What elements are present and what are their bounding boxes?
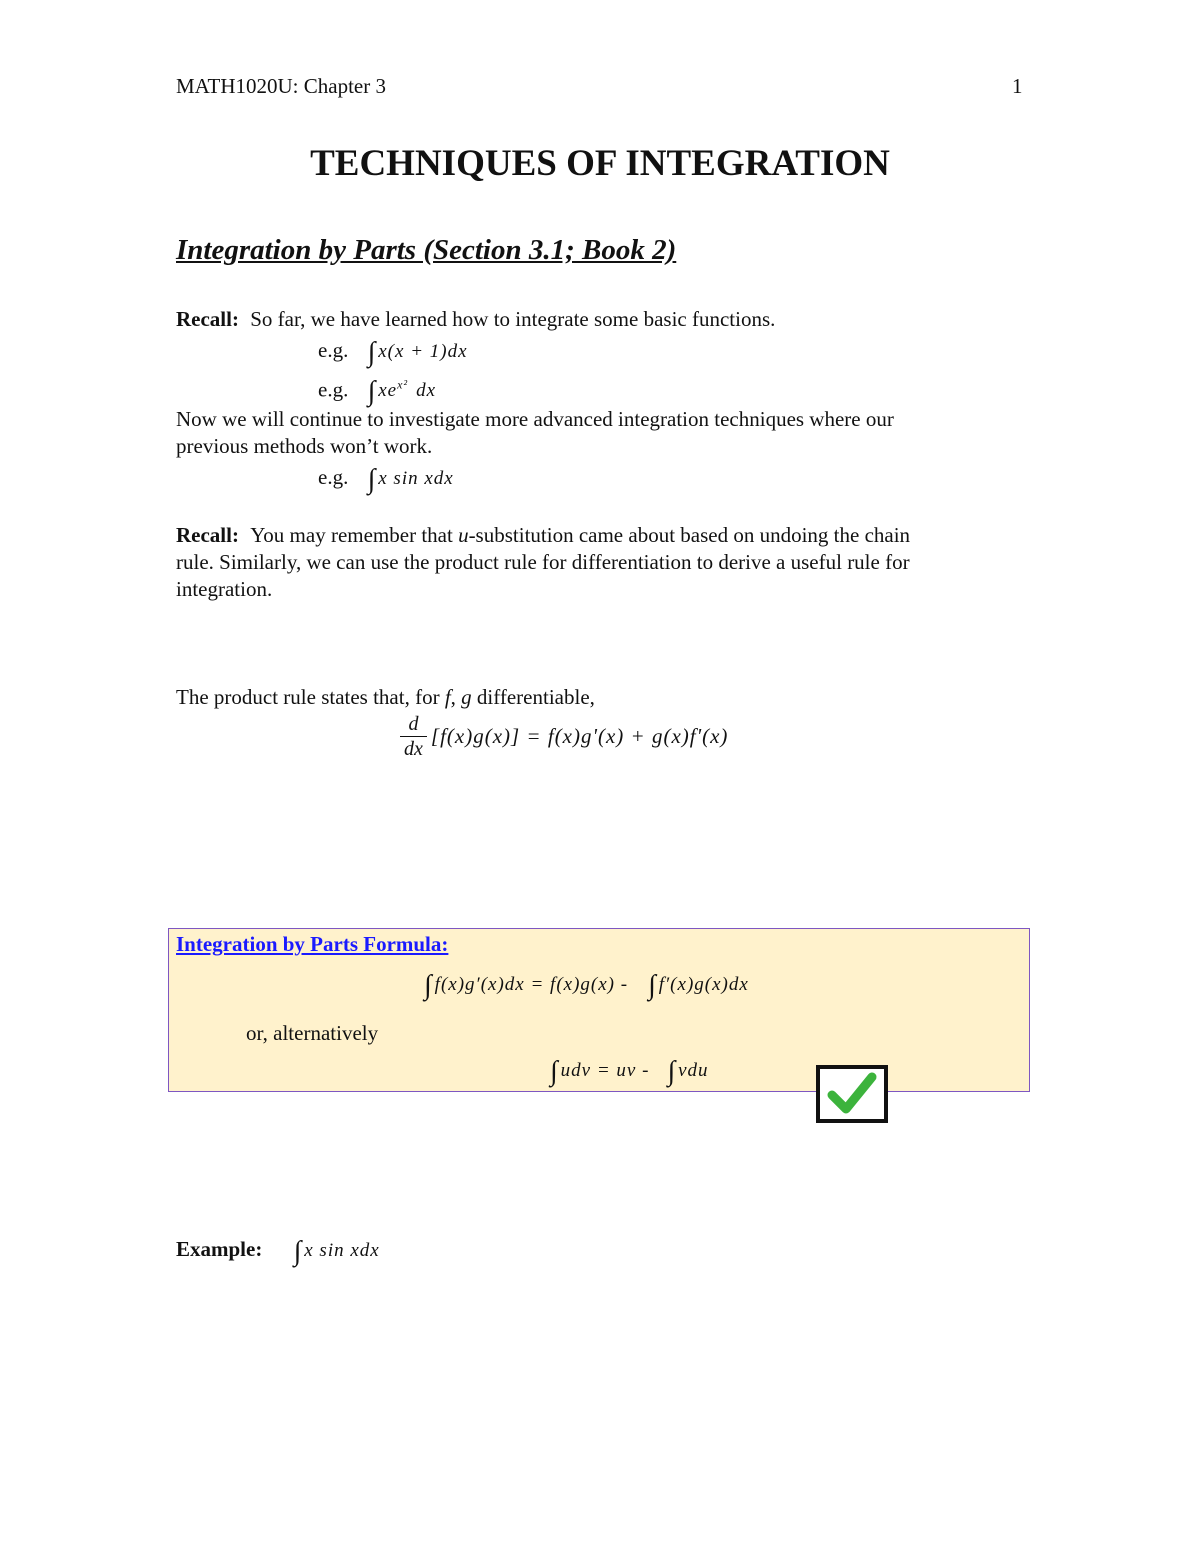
example-section	[176, 1236, 380, 1265]
advanced-paragraph	[176, 406, 894, 460]
variable-g: g	[461, 685, 472, 709]
formula2-right-text: vdu	[678, 1060, 709, 1081]
integral-sign-icon: ∫	[550, 1056, 559, 1087]
formula2-left	[550, 1056, 650, 1087]
example-line-2	[318, 372, 436, 408]
product-rule-intro	[176, 684, 595, 711]
recall2-line-2: rule. Similarly, we can use the product rule for differentiation to derive a useful rule for	[176, 550, 910, 574]
checkmark-icon	[820, 1069, 884, 1119]
example-prefix: e.g.	[318, 465, 349, 489]
recall-label: Recall:	[176, 307, 239, 331]
page-number: 1	[1012, 74, 1023, 98]
example-expression	[293, 1236, 380, 1267]
recall2-line-1	[176, 522, 910, 549]
formula-box-title: Integration by Parts Formula:	[176, 932, 449, 956]
expression-superscript: x²	[397, 378, 409, 392]
example-prefix: e.g.	[318, 338, 349, 362]
variable-f: f	[444, 685, 451, 709]
header-course: MATH1020U: Chapter 3	[176, 74, 386, 98]
recall2-text-b: -substitution came about based on undoing the chain	[468, 523, 911, 547]
alternative-text: or, alternatively	[246, 1021, 379, 1045]
advanced-line-2: previous methods won’t work.	[176, 434, 433, 458]
fraction-denominator: dx	[404, 738, 423, 760]
expression-text: x sin xdx	[304, 1240, 380, 1261]
recall2-text-a: You may remember that	[250, 523, 459, 547]
formula2-left-text: udv = uv -	[560, 1060, 650, 1081]
section-heading: Integration by Parts (Section 3.1; Book 2)	[176, 234, 677, 266]
recall-label: Recall:	[176, 523, 239, 547]
integral-sign-icon: ∫	[367, 464, 377, 495]
recall2-line-3: integration.	[176, 577, 273, 601]
page-title: TECHNIQUES OF INTEGRATION	[310, 143, 890, 184]
recall2-variable-u: u	[458, 523, 469, 547]
integral-sign-icon: ∫	[424, 970, 433, 1001]
formula1-left-text: f(x)g′(x)dx = f(x)g(x) -	[434, 974, 629, 995]
formula1-left	[424, 970, 629, 1001]
expression-tail: dx	[416, 380, 436, 402]
expression-base: xe	[378, 380, 398, 402]
recall-paragraph-2	[176, 522, 910, 603]
product-rule-comma: ,	[450, 685, 462, 709]
parts-formula-1	[424, 970, 749, 1002]
expression-text: x(x + 1)dx	[378, 341, 468, 362]
example-expression	[367, 464, 454, 495]
example-expression	[367, 376, 436, 408]
derivative-fraction	[400, 712, 427, 761]
example-line-1	[318, 337, 468, 366]
formula1-right	[648, 970, 749, 1001]
example-label: Example:	[176, 1237, 263, 1261]
formula2-right	[667, 1056, 709, 1087]
product-rule-text-a: The product rule states that, for	[176, 685, 445, 709]
fraction-numerator: d	[400, 712, 427, 737]
example-prefix: e.g.	[318, 377, 349, 402]
expression-text: x sin xdx	[378, 468, 454, 489]
product-rule-text-b: differentiable,	[471, 685, 595, 709]
product-rule-formula	[400, 712, 728, 761]
product-rule-expression: [f(x)g(x)] = f(x)g'(x) + g(x)f'(x)	[430, 724, 729, 748]
recall-text: So far, we have learned how to integrate some basic functions.	[250, 307, 776, 331]
example-line-3	[318, 464, 454, 493]
integral-sign-icon: ∫	[667, 1056, 677, 1087]
checkmark-box	[816, 1065, 888, 1123]
integral-sign-icon: ∫	[648, 970, 657, 1001]
integral-sign-icon: ∫	[367, 376, 377, 408]
integral-sign-icon: ∫	[293, 1236, 303, 1267]
formula1-right-text: f′(x)g(x)dx	[658, 974, 749, 995]
recall-paragraph-1	[176, 306, 775, 333]
integral-sign-icon: ∫	[367, 337, 377, 368]
parts-formula-2	[550, 1056, 709, 1088]
example-expression	[367, 337, 468, 368]
advanced-line-1: Now we will continue to investigate more advanced integration techniques where our	[176, 407, 894, 431]
